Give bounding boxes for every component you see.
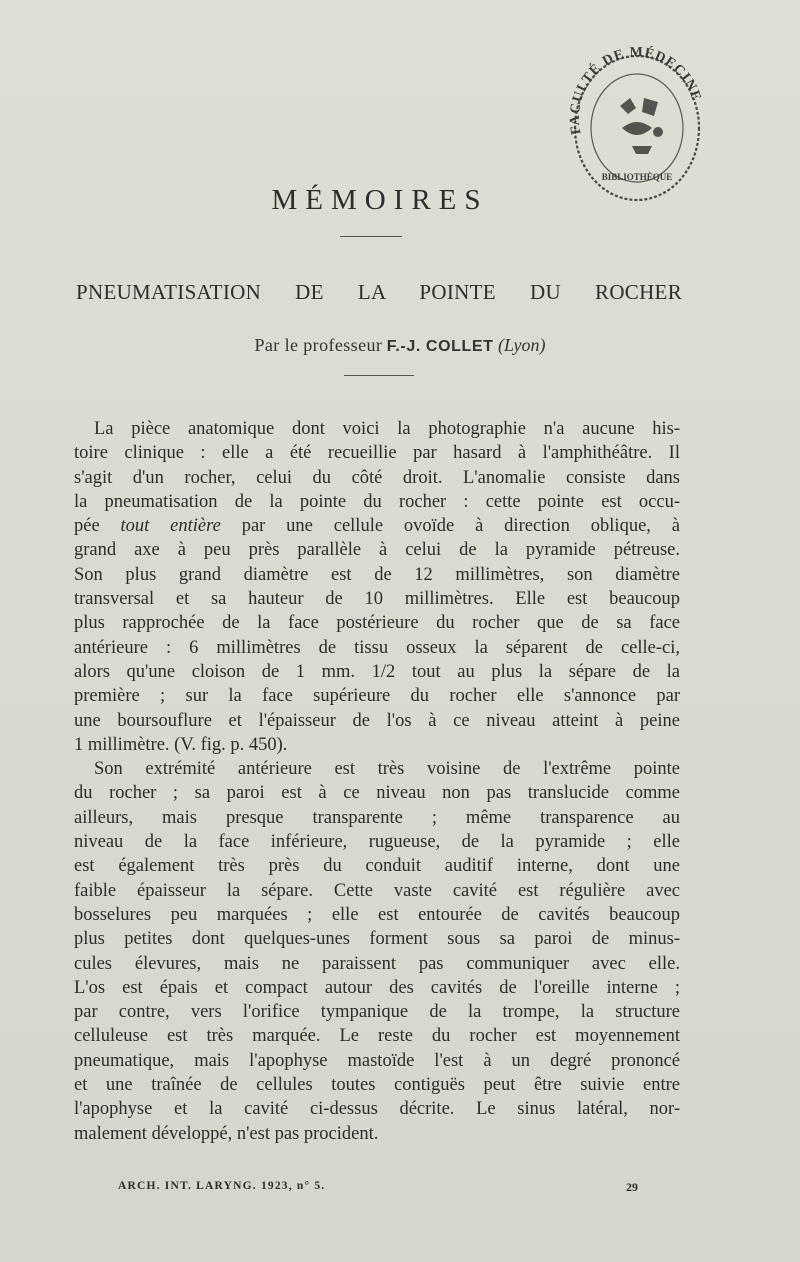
body-line: plus rapprochée de la face postérieure du rocher que de sa face — [74, 613, 680, 634]
body-line: alors qu'une cloison de 1 mm. 1/2 tout au plus la sépare de la — [74, 661, 680, 682]
stamp-inner-text: BIBLIOTHÈQUE — [601, 172, 673, 182]
body-line: pneumatique, mais l'apophyse mastoïde l'est à un degré prononcé — [74, 1050, 680, 1071]
body-line: malement développé, n'est pas procident. — [74, 1123, 379, 1144]
body-line: antérieure : 6 millimètres de tissu osseux la séparent de celle-ci, — [74, 637, 680, 658]
body-line: Son plus grand diamètre est de 12 millimètres, son diamètre — [74, 564, 680, 585]
byline — [0, 335, 800, 356]
body-line: celluleuse est très marquée. Le reste du rocher est moyennement — [74, 1026, 680, 1047]
body-line: 1 millimètre. (V. fig. p. 450). — [74, 734, 288, 755]
body-line: par contre, vers l'orifice tympanique de la trompe, la structure — [74, 1002, 680, 1023]
body-line: plus petites dont quelques-unes forment sous sa paroi de minus- — [74, 929, 680, 950]
byline-rule — [344, 375, 414, 376]
body-line: bosselures peu marquées ; elle est entourée de cavités beaucoup — [74, 904, 680, 925]
body-line: la pneumatisation de la pointe du rocher : cette pointe est occu- — [74, 491, 680, 512]
body-line: niveau de la face inférieure, rugueuse, de la pyramide ; elle — [74, 832, 680, 853]
body-line: est également très près du conduit auditif interne, dont une — [74, 856, 680, 877]
article-body — [74, 417, 680, 1146]
body-line: toire clinique : elle a été recueillie par hasard à l'amphithéâtre. Il — [74, 443, 680, 464]
body-line: une boursouflure et l'épaisseur de l'os à ce niveau atteint à peine — [74, 710, 680, 731]
body-line: l'apophyse et la cavité ci-dessus décrite. Le sinus latéral, nor- — [74, 1099, 680, 1120]
stamp-arc-text: FACULTÉ DE MÉDECINE — [567, 45, 704, 136]
body-line: grand axe à peu près parallèle à celui de la pyramide pétreuse. — [74, 540, 680, 561]
body-line: du rocher ; sa paroi est à ce niveau non pas translucide comme — [74, 783, 680, 804]
body-line: s'agit d'un rocher, celui du côté droit. L'anomalie consiste dans — [74, 467, 680, 488]
author-name: F.-J. COLLET — [386, 338, 494, 355]
body-line: pée tout entière par une cellule ovoïde à direction oblique, à — [74, 516, 680, 537]
section-heading: MÉMOIRES — [271, 184, 489, 216]
author-city: (Lyon) — [498, 335, 546, 355]
body-line: et une traînée de cellules toutes contiguës peut être suivie entre — [74, 1075, 680, 1096]
italic-phrase: tout entière — [120, 516, 221, 537]
stamp-emblem — [620, 98, 663, 154]
body-line: première ; sur la face supérieure du rocher elle s'annonce par — [74, 686, 680, 707]
journal-reference: ARCH. INT. LARYNG. 1923, n° 5. — [118, 1180, 326, 1192]
article-title: PNEUMATISATION DE LA POINTE DU ROCHER — [76, 280, 682, 304]
body-line: cules élevures, mais ne paraissent pas communiquer avec elle. — [74, 953, 680, 974]
page-footer — [118, 1180, 638, 1192]
body-line: ailleurs, mais presque transparente ; même transparence au — [74, 807, 680, 828]
body-line: L'os est épais et compact autour des cavités de l'oreille interne ; — [74, 977, 680, 998]
library-stamp — [562, 28, 712, 208]
body-line: transversal et sa hauteur de 10 millimètres. Elle est beaucoup — [74, 589, 680, 610]
body-line: Son extrémité antérieure est très voisine de l'extrême pointe — [94, 759, 680, 780]
page-number: 29 — [626, 1180, 638, 1194]
body-line: La pièce anatomique dont voici la photographie n'a aucune his- — [94, 419, 680, 439]
heading-rule — [340, 236, 402, 237]
byline-prefix: Par le professeur — [254, 335, 383, 355]
body-line: faible épaisseur la sépare. Cette vaste cavité est régulière avec — [74, 880, 680, 901]
